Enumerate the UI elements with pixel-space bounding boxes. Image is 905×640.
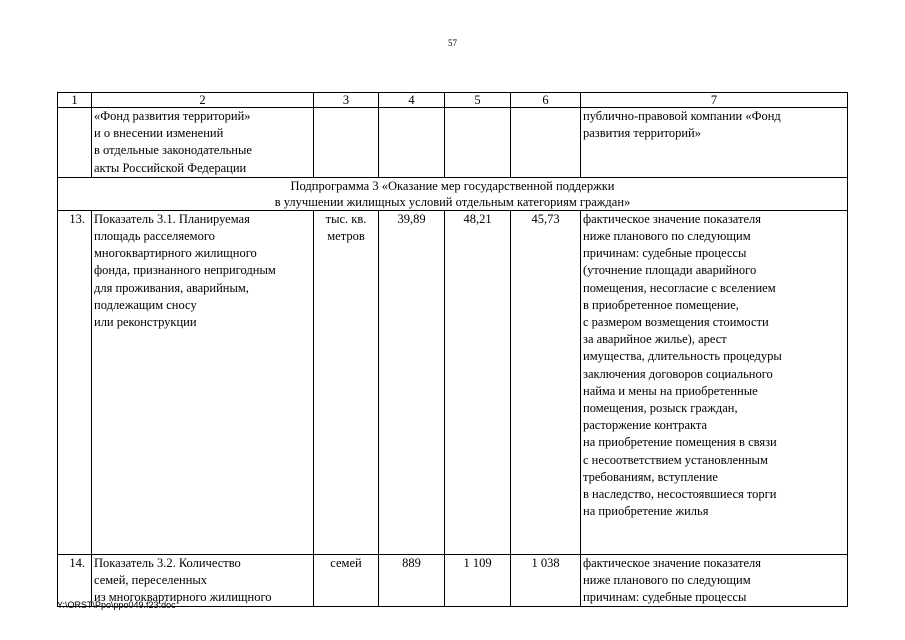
table-row [58, 554, 848, 607]
continuation-row [58, 108, 848, 178]
cont-v4-cell [379, 108, 445, 178]
reason-cell: фактическое значение показателя ниже планового по следующим причинам: судебные процессы (уточнение площади аварийного помещения, несогласие с вселением в приобретенное помещение, с размером возмещения стоимости за аварийное жилье), арест имущества, длительность процедуры заключения договоров социального найма и мены на приобретенные помещения, розыск граждан, расторжение контракта на приобретение помещения в связи с несоответствием установленным требованиям, вступление в наследство, несостоявшиеся торги на приобретение жилья [581, 210, 848, 554]
cont-unit-cell [314, 108, 379, 178]
value-cell-6: 45,73 [511, 210, 581, 554]
row-number: 13. [58, 210, 92, 554]
value-cell-4: 39,89 [379, 210, 445, 554]
cont-v5-cell [445, 108, 511, 178]
value-cell-6: 1 038 [511, 554, 581, 607]
header-cell-3: 3 [314, 93, 379, 108]
header-cell-4: 4 [379, 93, 445, 108]
indicator-cell: Показатель 3.1. Планируемая площадь расселяемого многоквартирного жилищного фонда, признанного непригодным для проживания, аварийным, подлежащим сносу или реконструкции [92, 210, 314, 554]
header-cell-5: 5 [445, 93, 511, 108]
cont-reason-cell: публично-правовой компании «Фонд развития территорий» [581, 108, 848, 178]
header-row [58, 93, 848, 108]
reason-cell: фактическое значение показателя ниже планового по следующим причинам: судебные процессы [581, 554, 848, 607]
value-cell-5: 1 109 [445, 554, 511, 607]
cont-indicator-cell: «Фонд развития территорий» и о внесении изменений в отдельные законодательные акты Российской Федерации [92, 108, 314, 178]
unit-cell: тыс. кв. метров [314, 210, 379, 554]
header-cell-7: 7 [581, 93, 848, 108]
unit-cell: семей [314, 554, 379, 607]
subprogram-title: Подпрограмма 3 «Оказание мер государственной поддержки в улучшении жилищных условий отдельным категориям граждан» [58, 177, 848, 210]
footer-file-path: Y:\ORST\Ppo\ppo049.f23.doc [57, 600, 176, 610]
header-cell-6: 6 [511, 93, 581, 108]
table-row [58, 210, 848, 554]
row-number: 14. [58, 554, 92, 607]
cont-v6-cell [511, 108, 581, 178]
page-number: 57 [448, 38, 457, 48]
indicator-cell: Показатель 3.2. Количество семей, переселенных из многоквартирного жилищного [92, 554, 314, 607]
header-cell-1: 1 [58, 93, 92, 108]
cont-num-cell [58, 108, 92, 178]
report-table [57, 92, 848, 607]
header-cell-2: 2 [92, 93, 314, 108]
subprogram-row [58, 177, 848, 210]
value-cell-5: 48,21 [445, 210, 511, 554]
value-cell-4: 889 [379, 554, 445, 607]
